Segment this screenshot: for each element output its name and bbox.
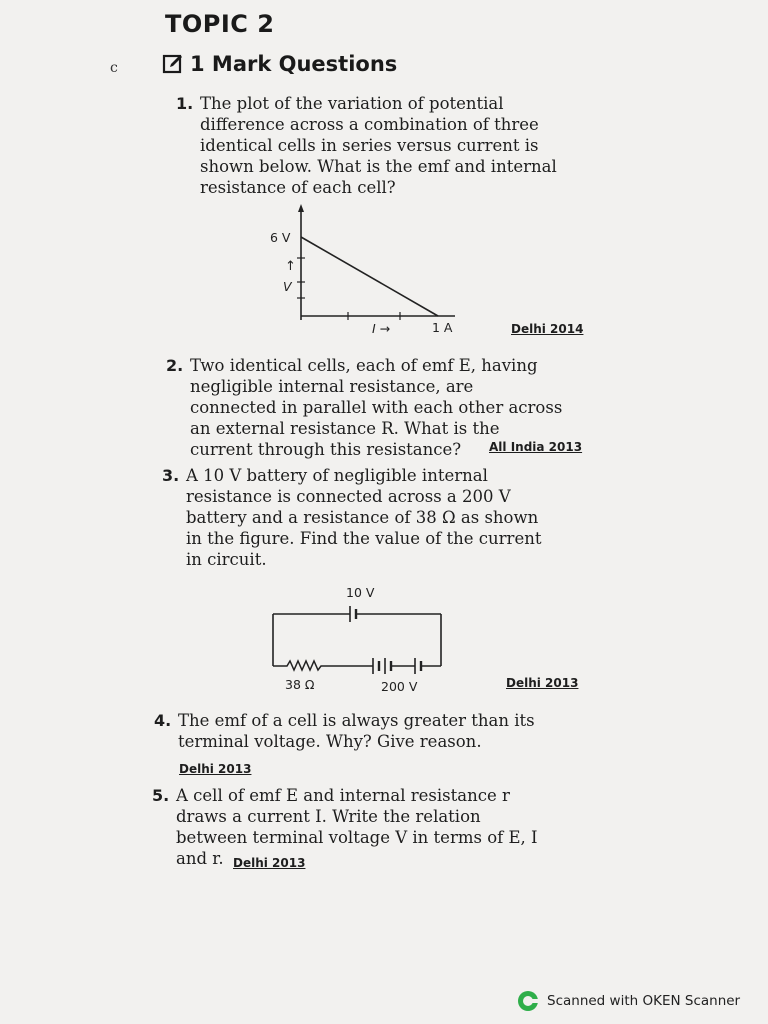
- question-line: A 10 V battery of negligible internal: [186, 466, 488, 485]
- question-line: in circuit.: [186, 550, 267, 569]
- question-3: [162, 465, 542, 570]
- x-tick-label: 1 A: [432, 320, 453, 335]
- vi-graph: [270, 200, 470, 340]
- question-line: Two identical cells, each of emf E, having: [190, 356, 538, 375]
- question-line: identical cells in series versus current is: [200, 136, 539, 155]
- plot-line: [301, 237, 438, 316]
- question-line: current through this resistance?: [190, 440, 462, 459]
- question-number: 5.: [152, 786, 170, 805]
- y-tick-label: 6 V: [270, 230, 291, 245]
- source-tag: All India 2013: [489, 440, 583, 454]
- question-line: draws a current I. Write the relation: [176, 807, 481, 826]
- question-number: 3.: [162, 466, 180, 485]
- question-line: shown below. What is the emf and internal: [200, 157, 557, 176]
- question-line: negligible internal resistance, are: [190, 377, 474, 396]
- x-axis-label: I →: [372, 321, 391, 336]
- question-line: in the figure. Find the value of the current: [186, 529, 542, 548]
- source-tag: Delhi 2013: [506, 676, 579, 690]
- resistor-label: 38 Ω: [285, 677, 315, 692]
- question-line: between terminal voltage V in terms of E, I: [176, 828, 538, 847]
- question-number: 2.: [166, 356, 184, 375]
- circuit-diagram: [265, 600, 455, 680]
- source-tag: Delhi 2013: [179, 762, 252, 776]
- top-battery-label: 10 V: [346, 585, 375, 600]
- oken-scanner-icon: [517, 990, 539, 1012]
- scanner-watermark: [517, 990, 740, 1012]
- question-number: 1.: [176, 94, 194, 113]
- margin-mark: c: [110, 60, 118, 76]
- question-1: [176, 93, 557, 198]
- question-line: an external resistance R. What is the: [190, 419, 500, 438]
- y-axis-arrow: [298, 204, 304, 212]
- edit-icon: [162, 53, 184, 75]
- resistor: [273, 661, 373, 670]
- section-heading-text: 1 Mark Questions: [190, 52, 398, 76]
- question-line: A cell of emf E and internal resistance r: [176, 786, 510, 805]
- y-axis-arrow-label: ↑: [285, 259, 296, 274]
- question-line: The plot of the variation of potential: [200, 94, 504, 113]
- y-axis-label: V: [283, 279, 292, 294]
- scanner-watermark-text: Scanned with OKEN Scanner: [547, 993, 741, 1009]
- question-number: 4.: [154, 711, 172, 730]
- question-line: and r.: [176, 849, 224, 868]
- source-tag: Delhi 2014: [511, 322, 584, 336]
- question-line: connected in parallel with each other across: [190, 398, 563, 417]
- section-heading: [162, 52, 397, 76]
- topic-title: TOPIC 2: [165, 10, 275, 38]
- question-4: [154, 710, 535, 752]
- question-line: resistance is connected across a 200 V: [186, 487, 511, 506]
- question-5: [152, 785, 538, 869]
- question-line: difference across a combination of three: [200, 115, 539, 134]
- question-line: resistance of each cell?: [200, 178, 396, 197]
- source-tag: Delhi 2013: [233, 856, 306, 870]
- question-line: battery and a resistance of 38 Ω as shown: [186, 508, 539, 527]
- question-line: terminal voltage. Why? Give reason.: [178, 732, 482, 751]
- bottom-battery-label: 200 V: [381, 679, 418, 694]
- question-line: The emf of a cell is always greater than its: [178, 711, 535, 730]
